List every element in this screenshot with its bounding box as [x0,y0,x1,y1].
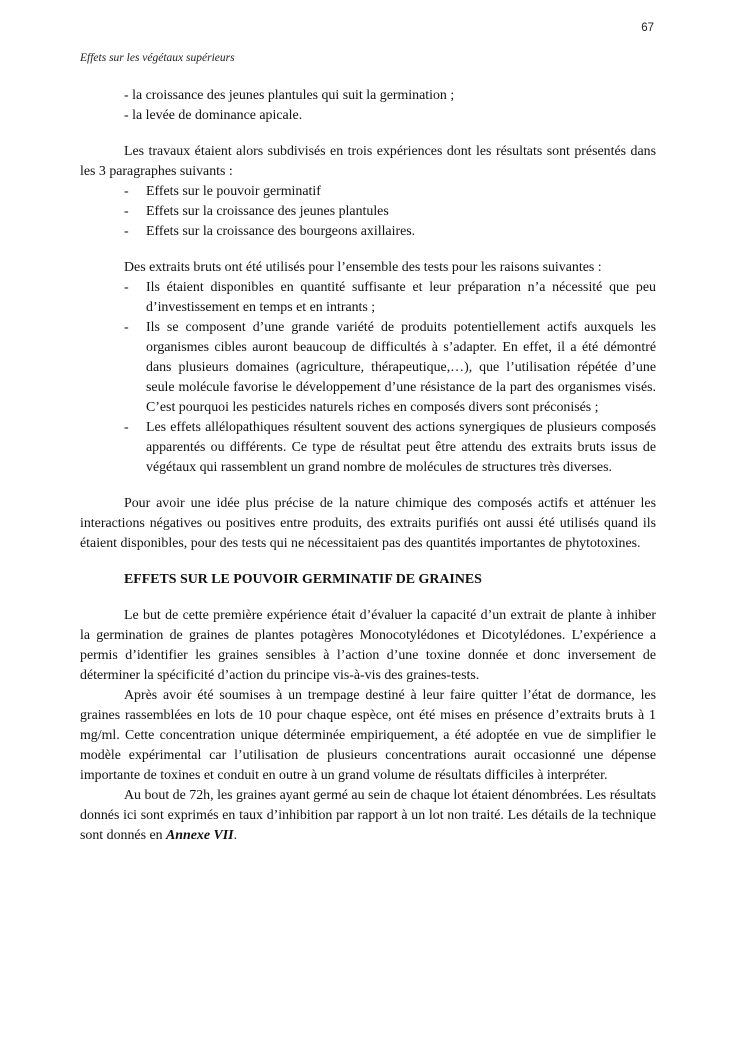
list-item [124,182,656,202]
paragraph-end: . [233,828,238,843]
list-item [124,222,656,242]
running-header: Effets sur les végétaux supérieurs [80,52,235,64]
intro-item: - la croissance des jeunes plantules qui suit la germination ; [124,88,455,103]
paragraph: Des extraits bruts ont été utilisés pour l’ensemble des tests pour les raisons suivantes : [124,260,602,275]
page-number: 67 [641,22,654,34]
section-title: EFFETS SUR LE POUVOIR GERMINATIF DE GRAINES [124,572,482,587]
list-marker: - [124,204,129,219]
paragraph: Le but de cette première expérience était d’évaluer la capacité d’un extrait de plante à inhiber la germination de graines de plantes potagères Monocotylédones et Dicotylédones. L’expérience a permis d’identifier les graines sensibles à l’action d’une toxine donnée et donc inversement de déterminer la spécificité d’action du principe vis-à-vis des graines-tests. [80,608,656,683]
list-item [124,418,656,478]
list-item [124,318,656,418]
list-marker: - [124,184,129,199]
paragraph: Après avoir été soumises à un trempage destiné à leur faire quitter l’état de dormance, les graines rassemblées en lots de 10 pour chaque espèce, ont été mises en présence d’extraits bruts à 1 mg/ml. Cette concentration unique déterminée empiriquement, a été adoptée en vue de simplifier le modèle expérimental car l’utilisation de plusieurs concentrations aurait occasionné une dépense importante de toxines et conduit en outre à un grand volume de résultats difficiles à interpréter. [80,688,656,783]
list-item-text: Ils se composent d’une grande variété de produits potentiellement actifs auxquels les organismes cibles auront beaucoup de difficultés à s’adapter. En effet, il a été démontré dans plusieurs domaines (agriculture, thérapeutique,…), que l’utilisation répétée d’une seule molécule favorise le développement d’une résistance de la part des organismes visés. C’est pourquoi les pesticides naturels riches en composés divers sont préconisés ; [146,320,656,415]
list-marker: - [124,224,129,239]
annex-reference: Annexe VII [166,828,234,843]
paragraph-text: Au bout de 72h, les graines ayant germé au sein de chaque lot étaient dénombrées. Les résultats donnés ici sont exprimés en taux d’inhibition par rapport à un lot non traité. Les détails de la technique sont donnés en [80,788,656,843]
list-item-text: Effets sur le pouvoir germinatif [146,184,321,199]
list-item-text: Effets sur la croissance des jeunes plantules [146,204,389,219]
list-marker: - [124,320,129,335]
list-item [124,278,656,318]
list-item-text: Ils étaient disponibles en quantité suffisante et leur préparation n’a nécessité que peu d’investissement en temps et en intrants ; [146,280,656,315]
paragraph [80,786,656,846]
paragraph: Les travaux étaient alors subdivisés en trois expériences dont les résultats sont présentés dans les 3 paragraphes suivants : [80,144,656,179]
intro-item: - la levée de dominance apicale. [124,108,303,123]
paragraph: Pour avoir une idée plus précise de la nature chimique des composés actifs et atténuer les interactions négatives ou positives entre produits, des extraits purifiés ont aussi été utilisés quand ils étaient disponibles, pour des tests qui ne nécessitaient pas des quantités importantes de phytotoxines. [80,496,656,551]
list-marker: - [124,420,129,435]
reasons-list [80,278,656,478]
list-item-text: Effets sur la croissance des bourgeons axillaires. [146,224,416,239]
list-item-text: Les effets allélopathiques résultent souvent des actions synergiques de plusieurs composés apparentés ou différents. Ce type de résultat peut être attendu des extraits bruts issus de végétaux qui rassemblent un grand nombre de molécules de structures très diverses. [146,420,656,475]
experiments-list [80,182,656,242]
document-body [80,86,656,846]
list-marker: - [124,280,129,295]
list-item [124,202,656,222]
